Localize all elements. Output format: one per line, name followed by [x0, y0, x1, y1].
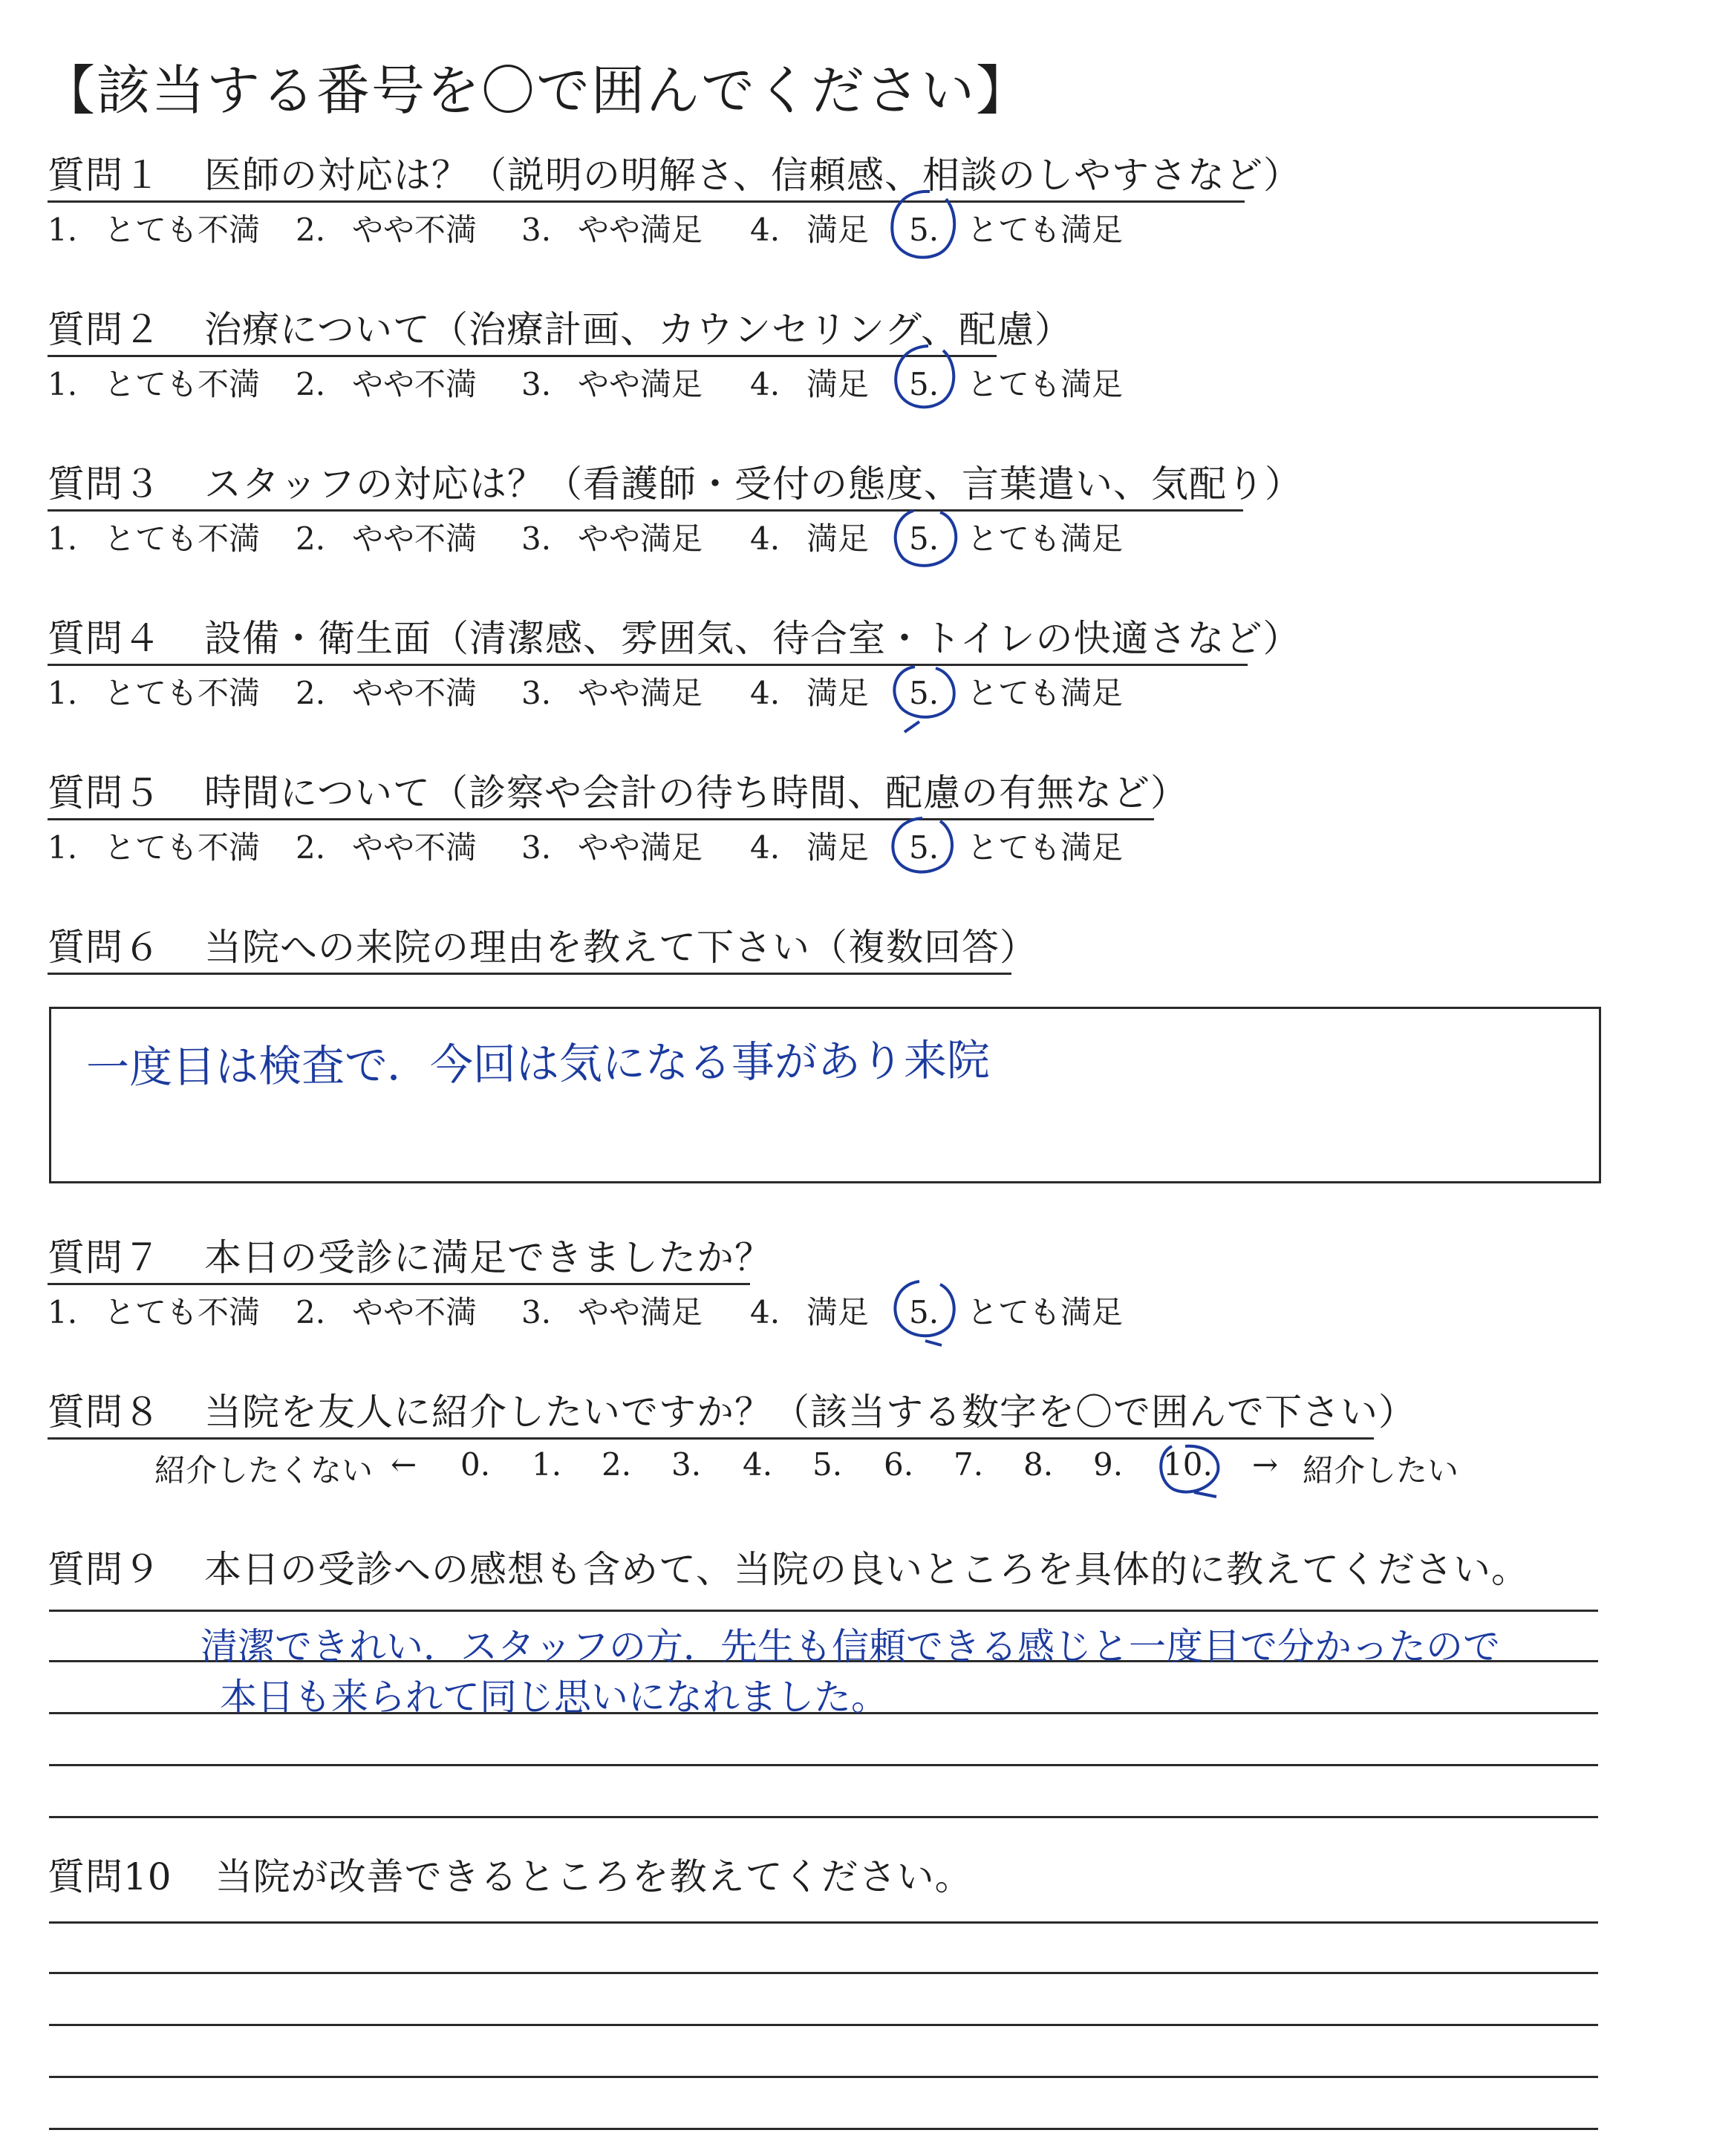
choice-5-label: とても満足 [967, 212, 1124, 248]
question-4-title [48, 616, 1301, 661]
question-8-selection-circle [1150, 1440, 1231, 1507]
question-5-selection-circle [882, 814, 964, 881]
scale-left-label: 紹介したくない [154, 1452, 374, 1489]
question-3-title [48, 462, 1303, 506]
choice-5-number[interactable]: 5. [909, 212, 939, 248]
choice-3-label: やや満足 [578, 675, 703, 711]
scale-option-0[interactable]: 0. [460, 1446, 491, 1483]
question-9-handwritten-line-2: 本日も来られて同じ思いになれました。 [220, 1676, 888, 1719]
choice-5-label: とても満足 [967, 366, 1124, 402]
scale-option-1[interactable]: 1. [532, 1446, 562, 1483]
choice-1-label: とても不満 [104, 212, 261, 248]
scale-right-arrow: → [1252, 1446, 1279, 1483]
choice-1-label: とても不満 [104, 520, 261, 557]
question-1-number: 質問１ [48, 154, 161, 197]
question-10-answer-line [49, 2076, 1598, 2078]
choice-2-number[interactable]: 2. [296, 675, 326, 711]
question-3-number: 質問３ [48, 463, 161, 506]
question-7-underline [48, 1283, 750, 1285]
choice-2-number[interactable]: 2. [296, 212, 326, 248]
question-6-title [48, 925, 1037, 970]
question-9-number: 質問９ [48, 1548, 161, 1591]
question-1-text: 医師の対応は？（説明の明解さ、信頼感、相談のしやすさなど） [204, 154, 1301, 197]
question-1-underline [48, 200, 1245, 203]
question-6-text: 当院への来院の理由を教えて下さい（複数回答） [204, 926, 1037, 969]
question-6-number: 質問６ [48, 926, 161, 969]
question-10-text: 当院が改善できるところを教えてください。 [215, 1855, 973, 1898]
choice-3-label: やや満足 [578, 212, 703, 248]
choice-3-number[interactable]: 3. [521, 829, 552, 866]
scale-option-4[interactable]: 4. [743, 1446, 773, 1483]
question-2-number: 質問２ [48, 308, 161, 351]
question-1-choices [0, 212, 1711, 250]
choice-1-label: とても不満 [104, 675, 261, 711]
question-5-choices [0, 829, 1711, 868]
choice-4-label: 満足 [806, 212, 870, 248]
choice-2-label: やや不満 [352, 829, 478, 866]
choice-3-number[interactable]: 3. [521, 1294, 552, 1330]
scale-option-8[interactable]: 8. [1023, 1446, 1054, 1483]
question-1-selection-circle [884, 186, 965, 267]
question-3-selection-circle [884, 506, 965, 573]
question-4-text: 設備・衛生面（清潔感、雰囲気、待合室・トイレの快適さなど） [204, 617, 1301, 660]
question-9-title [48, 1547, 1529, 1592]
form-header: 【該当する番号を〇で囲んでください】 [42, 59, 1032, 122]
choice-3-label: やや満足 [578, 366, 703, 402]
question-4-underline [48, 664, 1248, 666]
question-5-text: 時間について（診察や会計の待ち時間、配慮の有無など） [204, 771, 1188, 814]
question-3-underline [48, 509, 1243, 512]
choice-1-label: とても不満 [104, 366, 261, 402]
question-10-number: 質問10 [48, 1855, 172, 1898]
question-7-title [48, 1235, 772, 1280]
choice-1-label: とても不満 [104, 1294, 261, 1330]
choice-4-label: 満足 [806, 366, 870, 402]
choice-5-number[interactable]: 5. [909, 366, 939, 402]
scale-option-7[interactable]: 7. [954, 1446, 984, 1483]
choice-5-label: とても満足 [967, 829, 1124, 866]
choice-1-number[interactable]: 1. [48, 829, 78, 866]
scale-left-arrow: ← [391, 1446, 417, 1483]
question-4-choices [0, 675, 1711, 713]
choice-2-label: やや不満 [352, 1294, 478, 1330]
scale-option-9[interactable]: 9. [1093, 1446, 1124, 1483]
choice-5-number[interactable]: 5. [909, 520, 939, 557]
choice-4-label: 満足 [806, 1294, 870, 1330]
choice-1-number[interactable]: 1. [48, 520, 78, 557]
choice-5-number[interactable]: 5. [909, 829, 939, 866]
question-4-selection-circle [882, 662, 964, 736]
question-5-underline [48, 818, 1154, 820]
choice-1-number[interactable]: 1. [48, 212, 78, 248]
choice-2-label: やや不満 [352, 212, 478, 248]
choice-4-label: 満足 [806, 829, 870, 866]
question-10-answer-line [49, 1921, 1598, 1924]
question-8-number: 質問８ [48, 1391, 161, 1434]
question-6-handwritten-answer: 一度目は検査で．今回は気になる事があり来院 [85, 1034, 991, 1094]
choice-5-number[interactable]: 5. [909, 1294, 939, 1330]
question-10-title [48, 1855, 973, 1899]
question-9-answer-line [49, 1610, 1598, 1612]
question-8-scale [0, 1446, 1711, 1488]
choice-2-label: やや不満 [352, 675, 478, 711]
question-10-answer-line [49, 2024, 1598, 2026]
question-7-number: 質問７ [48, 1236, 161, 1279]
scale-option-6[interactable]: 6. [884, 1446, 914, 1483]
question-2-underline [48, 355, 997, 357]
choice-1-number[interactable]: 1. [48, 366, 78, 402]
choice-4-number[interactable]: 4. [750, 212, 780, 248]
choice-4-label: 満足 [806, 520, 870, 557]
question-5-title [48, 771, 1188, 815]
question-2-choices [0, 366, 1711, 405]
choice-3-label: やや満足 [578, 829, 703, 866]
choice-5-label: とても満足 [967, 1294, 1124, 1330]
choice-2-label: やや不満 [352, 366, 478, 402]
choice-2-number[interactable]: 2. [296, 520, 326, 557]
choice-3-label: やや満足 [578, 1294, 703, 1330]
question-2-text: 治療について（治療計画、カウンセリング、配慮） [204, 308, 1072, 351]
choice-2-number[interactable]: 2. [296, 366, 326, 402]
question-9-answer-line [49, 1816, 1598, 1818]
question-10-answer-line [49, 1972, 1598, 1974]
question-5-number: 質問５ [48, 771, 161, 814]
question-7-text: 本日の受診に満足できましたか？ [204, 1236, 772, 1279]
choice-1-label: とても不満 [104, 829, 261, 866]
scale-option-2[interactable]: 2. [602, 1446, 632, 1483]
choice-4-number[interactable]: 4. [750, 520, 780, 557]
choice-3-label: やや満足 [578, 520, 703, 557]
choice-3-number[interactable]: 3. [521, 366, 552, 402]
choice-4-label: 満足 [806, 675, 870, 711]
choice-2-number[interactable]: 2. [296, 829, 326, 866]
question-9-handwritten-line-1: 清潔できれい．スタッフの方．先生も信頼できる感じと一度目で分かったので [201, 1625, 1500, 1668]
question-8-title [48, 1390, 1416, 1434]
scale-option-5[interactable]: 5. [812, 1446, 843, 1483]
choice-4-number[interactable]: 4. [750, 829, 780, 866]
question-6-underline [48, 973, 1011, 975]
choice-3-number[interactable]: 3. [521, 520, 552, 557]
question-8-text: 当院を友人に紹介したいですか？（該当する数字を〇で囲んで下さい） [204, 1391, 1416, 1434]
question-1-title [48, 153, 1301, 197]
question-9-text: 本日の受診への感想も含めて、当院の良いところを具体的に教えてください。 [204, 1548, 1529, 1591]
question-8-underline [48, 1437, 1374, 1440]
choice-3-number[interactable]: 3. [521, 212, 552, 248]
choice-5-label: とても満足 [967, 675, 1124, 711]
choice-1-number[interactable]: 1. [48, 675, 78, 711]
choice-2-label: やや不満 [352, 520, 478, 557]
choice-4-number[interactable]: 4. [750, 675, 780, 711]
scale-option-3[interactable]: 3. [671, 1446, 702, 1483]
scale-right-label: 紹介したい [1303, 1452, 1459, 1489]
choice-2-number[interactable]: 2. [296, 1294, 326, 1330]
question-9-answer-line [49, 1764, 1598, 1766]
choice-3-number[interactable]: 3. [521, 675, 552, 711]
choice-5-label: とても満足 [967, 520, 1124, 557]
scale-option-10[interactable]: 10. [1163, 1446, 1213, 1483]
question-3-choices [0, 520, 1711, 559]
question-2-selection-circle [885, 342, 967, 416]
question-10-answer-line [49, 2128, 1598, 2130]
question-7-selection-circle [884, 1277, 965, 1351]
question-7-choices [0, 1294, 1711, 1333]
question-3-text: スタッフの対応は？（看護師・受付の態度、言葉遣い、気配り） [204, 463, 1303, 506]
question-4-number: 質問４ [48, 617, 161, 660]
choice-5-number[interactable]: 5. [909, 675, 939, 711]
choice-1-number[interactable]: 1. [48, 1294, 78, 1330]
choice-4-number[interactable]: 4. [750, 1294, 780, 1330]
choice-4-number[interactable]: 4. [750, 366, 780, 402]
